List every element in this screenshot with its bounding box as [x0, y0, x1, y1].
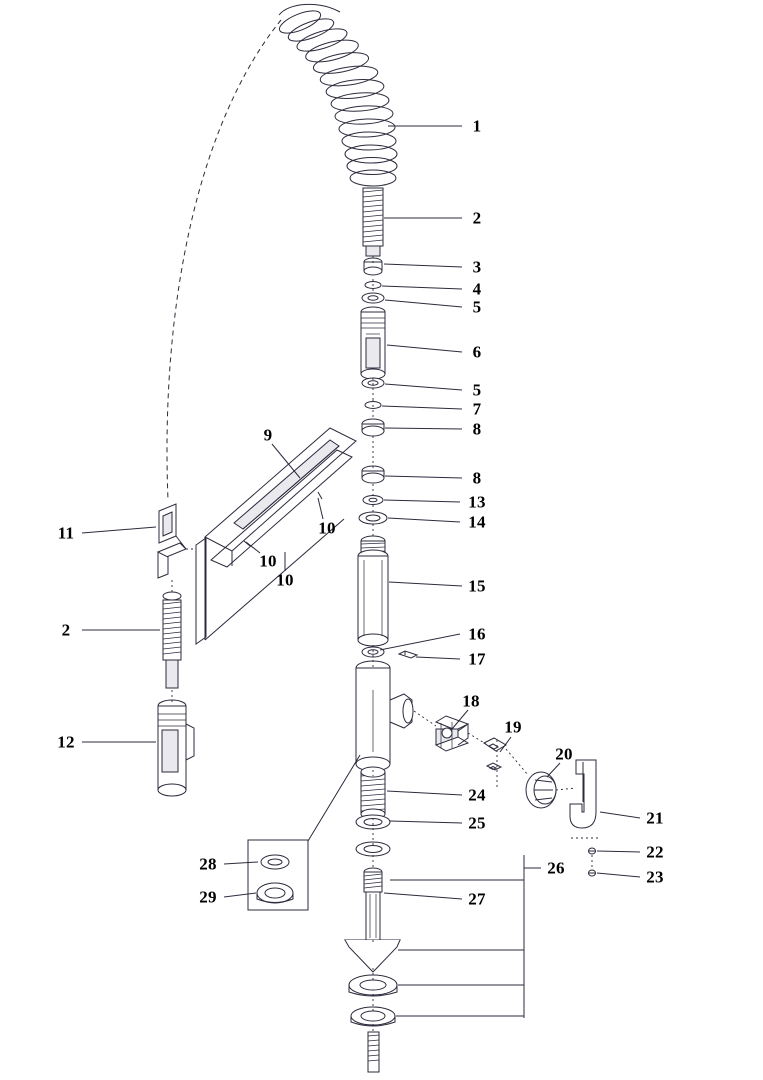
callout-20: 20	[555, 744, 573, 764]
callout-14: 14	[468, 512, 486, 532]
part-26-mounting-kit	[345, 842, 400, 1072]
part-6-grip-body	[361, 307, 385, 379]
callout-9: 9	[263, 425, 273, 445]
callout-2-left: 2	[61, 620, 71, 640]
part-23-screw	[588, 855, 596, 876]
callout-10-b: 10	[259, 551, 277, 571]
part-3-nut	[364, 258, 382, 275]
part-8-nut-lower	[362, 466, 384, 483]
callout-27: 27	[468, 889, 486, 909]
callout-8-lower: 8	[472, 468, 482, 488]
bracket-26	[390, 855, 541, 1018]
callout-22: 22	[646, 842, 664, 862]
callout-24: 24	[468, 785, 486, 805]
part-22-screw	[571, 838, 600, 854]
part-18-cartridge	[436, 716, 468, 751]
callout-7: 7	[472, 399, 482, 419]
callout-19: 19	[504, 717, 522, 737]
part-5-oring-upper	[362, 293, 384, 303]
callout-10: 10	[318, 518, 336, 538]
callout-8: 8	[472, 419, 482, 439]
callout-25: 25	[468, 813, 486, 833]
callout-2: 2	[472, 208, 482, 228]
part-2-ribbed-hose-upper	[363, 188, 383, 256]
part-11-bracket	[158, 504, 186, 578]
callout-5-lower: 5	[472, 380, 482, 400]
callout-26: 26	[547, 858, 565, 878]
callout-13: 13	[468, 492, 486, 512]
part-13-washer	[363, 496, 383, 505]
detail-box-28-29	[248, 755, 360, 910]
callout-10-c: 10	[276, 570, 294, 590]
part-27-threaded-stem	[364, 868, 382, 940]
callout-5: 5	[472, 297, 482, 317]
callout-16: 16	[468, 624, 486, 644]
part-21-lever-handle	[570, 760, 596, 828]
part-24-spring	[361, 767, 385, 819]
part-17-screw	[399, 651, 417, 658]
part-25-gasket	[356, 815, 390, 829]
callout-21: 21	[646, 808, 664, 828]
callout-18: 18	[462, 691, 480, 711]
part-main-body-housing	[356, 661, 413, 771]
callout-4: 4	[472, 279, 482, 299]
part-2-ribbed-hose-left	[163, 592, 181, 688]
callout-15: 15	[468, 576, 486, 596]
part-1-coiled-hose	[277, 4, 397, 186]
callout-1: 1	[472, 116, 482, 136]
callout-3: 3	[472, 257, 482, 277]
part-12-spray-gun-body	[158, 700, 194, 796]
callout-6: 6	[472, 342, 482, 362]
callout-29: 29	[199, 887, 217, 907]
part-8-nut-upper	[362, 419, 384, 436]
callout-28: 28	[199, 854, 217, 874]
callout-12: 12	[57, 732, 75, 752]
part-15-spout-tube	[358, 536, 388, 646]
callout-11: 11	[57, 523, 75, 543]
part-20-control-cap	[526, 772, 556, 808]
callout-17: 17	[468, 649, 486, 669]
part-19-retaining-clip	[484, 738, 506, 790]
part-14-seal-ring	[359, 512, 387, 524]
callout-23: 23	[646, 867, 664, 887]
